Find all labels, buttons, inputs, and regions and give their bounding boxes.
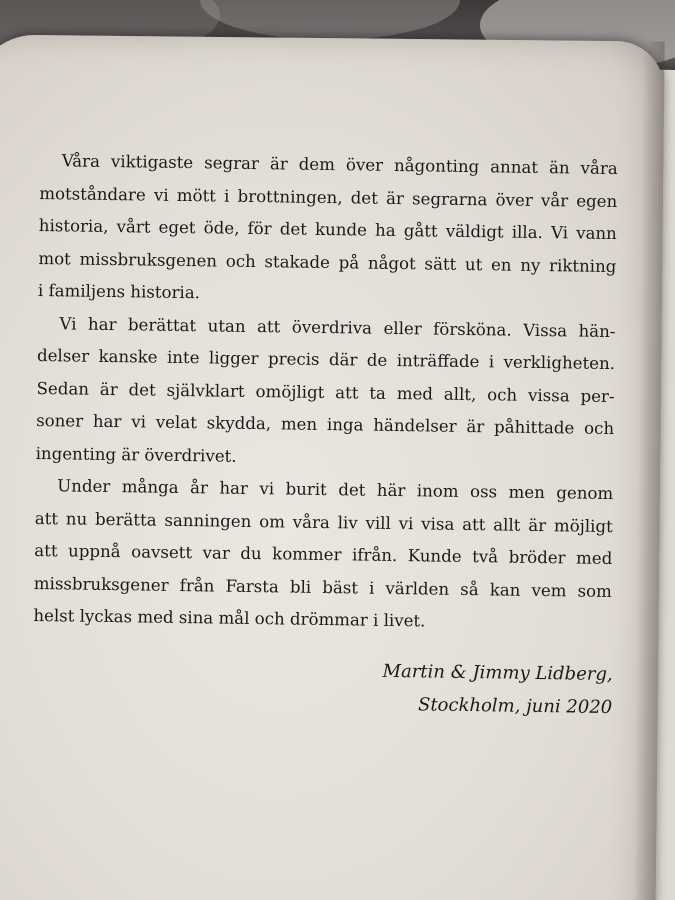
- signature-place-date: Stockholm, juni 2020: [417, 694, 613, 719]
- text-line: ingenting är överdrivet.: [35, 443, 237, 466]
- page-text: [33, 145, 618, 719]
- text-line: motståndare vi mött i brottningen, det är segrarna över vår egen: [39, 183, 618, 211]
- text-line: att nu berätta sanningen om våra liv vill vi visa att allt är möjligt: [34, 508, 613, 536]
- text-line: Våra viktigaste segrar är dem över någonting annat än våra: [61, 151, 618, 179]
- text-line: helst lyckas med sina mål och drömmar i livet.: [33, 605, 426, 631]
- paragraph-2: [35, 307, 615, 478]
- paragraph-3: [33, 470, 613, 641]
- text-line: att uppnå oavsett var du kommer ifrån. Kunde två bröder med: [34, 540, 613, 569]
- text-line: i familjens historia.: [37, 280, 201, 303]
- text-line: historia, vårt eget öde, för det kunde ha gått väldigt illa. Vi vann: [38, 215, 617, 244]
- text-line: mot missbruksgenen och stakade på något sätt ut en ny riktning: [38, 248, 617, 276]
- text-line: Under många år har vi burit det här inom oss men genom: [57, 476, 614, 504]
- text-line: Vi har berättat utan att överdriva eller försköna. Vissa hän-: [59, 313, 616, 341]
- signature-block: [32, 650, 613, 738]
- signature: [382, 655, 613, 724]
- paragraph-1: [38, 145, 618, 316]
- background-blur: [200, 0, 460, 40]
- text-line: Sedan är det självklart omöjligt att ta med allt, och vissa per-: [36, 378, 615, 406]
- text-line: delser kanske inte ligger precis där de inträffade i verkligheten.: [36, 345, 616, 374]
- signature-names: Martin & Jimmy Lidberg,: [382, 660, 613, 686]
- text-line: missbruksgener från Farsta bli bäst i världen så kan vem som: [33, 573, 612, 601]
- text-line: soner har vi velat skydda, men inga händelser är påhittade och: [36, 410, 615, 439]
